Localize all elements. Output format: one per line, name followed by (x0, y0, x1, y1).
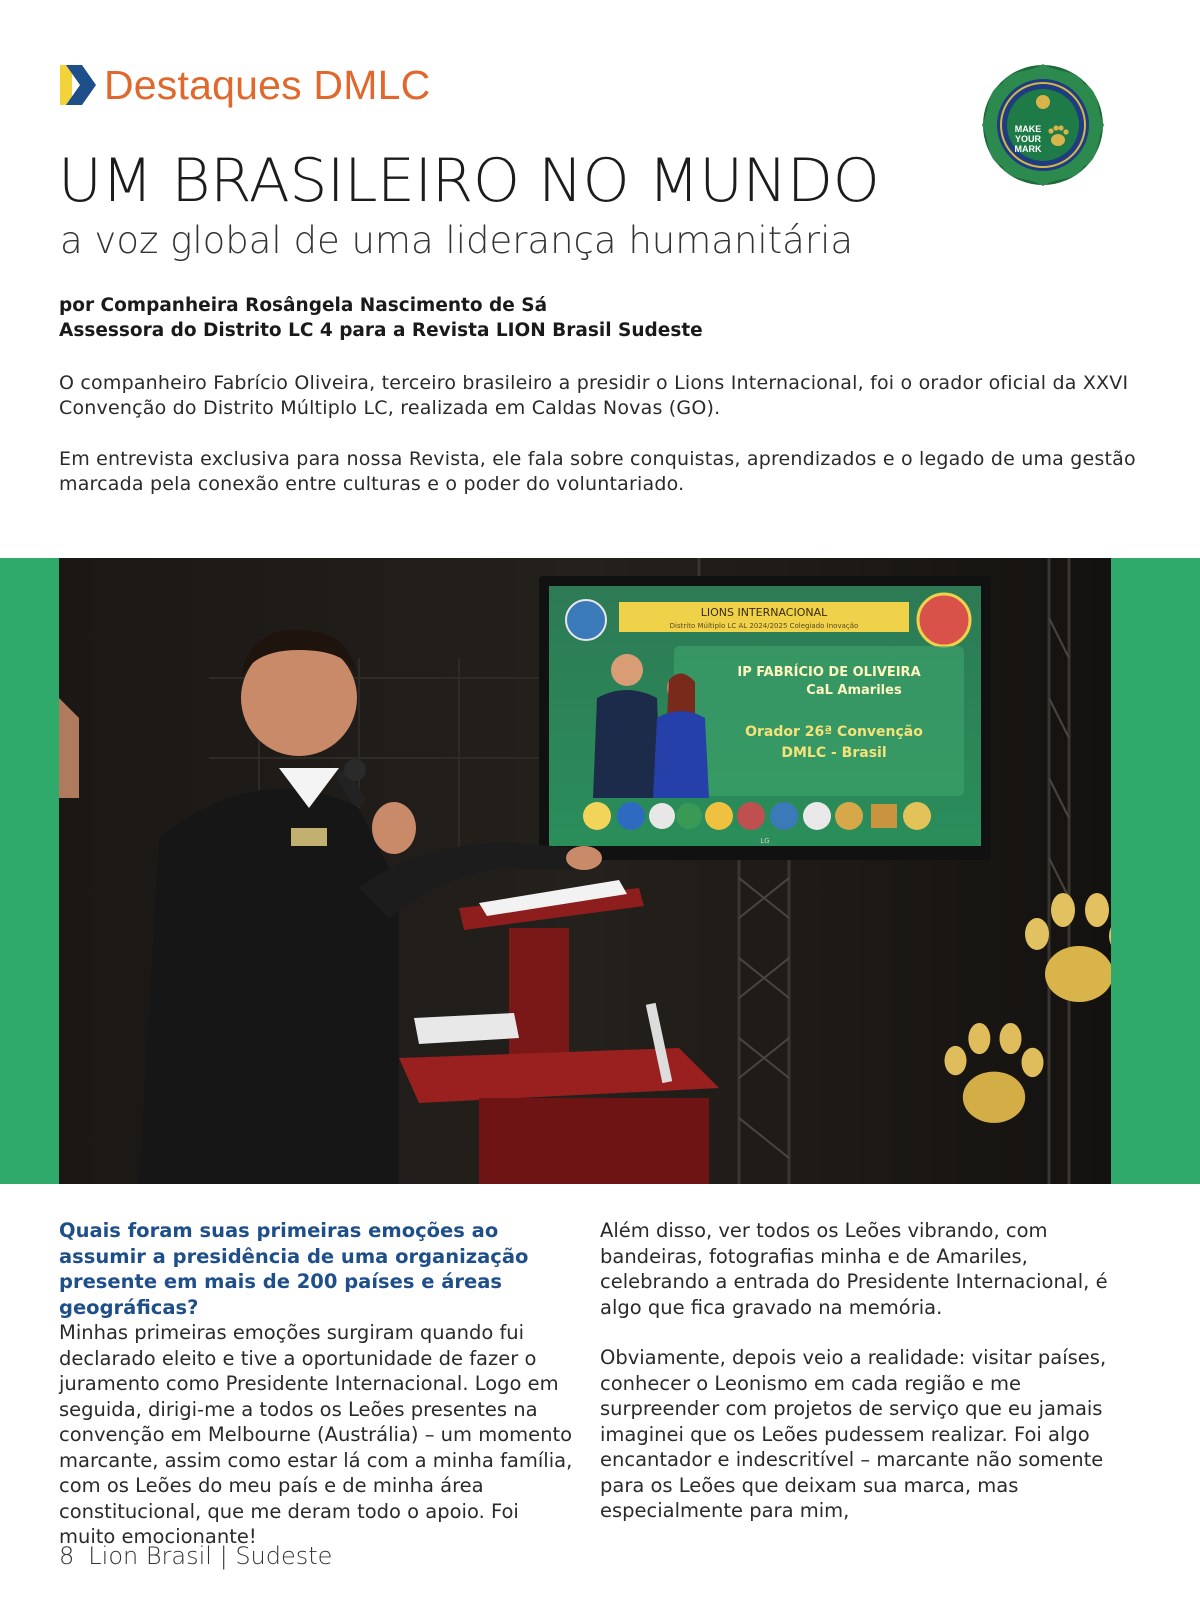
intro-paragraph-1: O companheiro Fabrício Oliveira, terceiro brasileiro a presidir o Lions Internacional, foi o orador oficial da XXVI Convenção do Distrito Múltiplo LC, realizada em Caldas Novas (GO). (59, 372, 1129, 419)
section-label: Destaques DMLC (104, 61, 431, 108)
screen-brand: LG (760, 837, 770, 845)
speaker-photo (59, 558, 1111, 1184)
screen-banner-title: LIONS INTERNACIONAL (700, 606, 828, 619)
body-column-left (59, 1218, 579, 1550)
article-subtitle: a voz global de uma liderança humanitária (60, 219, 854, 262)
byline (59, 293, 703, 343)
byline-author: por Companheira Rosângela Nascimento de Sá (59, 295, 548, 316)
screen-name-2: CaL Amariles (806, 683, 902, 698)
svg-text:MARK: MARK (1014, 144, 1042, 154)
interview-answer: Minhas primeiras emoções surgiram quando fui declarado eleito e tive a oportunidade de fazer o juramento como Presidente Internacional. Logo em seguida, dirigi-me a todos os Leões presentes na convenção em Melbourne (Austrália) – um momento marcante, assim como estar lá com a minha família, com os Leões do meu país e de minha área constitucional, que me deram todo o apoio. Foi muito emocionante! (59, 1321, 573, 1548)
svg-text:YOUR: YOUR (1014, 134, 1042, 144)
screen-role-2: DMLC - Brasil (781, 745, 887, 761)
paw-icon (939, 1018, 1049, 1138)
page-number: 8 (59, 1542, 75, 1570)
right-paragraph-1: Além disso, ver todos os Leões vibrando, com bandeiras, fotografias minha e de Amariles, celebrando a entrada do Presidente Internacional, é algo que fica gravado na memória. (600, 1219, 1108, 1319)
body-column-right (600, 1218, 1120, 1524)
section-tag (58, 62, 430, 108)
byline-role: Assessora do Distrito LC 4 para a Revista LION Brasil Sudeste (59, 320, 703, 341)
screen-role-1: Orador 26ª Convenção (745, 724, 923, 740)
intro-paragraph-2: Em entrevista exclusiva para nossa Revista, ele fala sobre conquistas, aprendizados e o legado de uma gestão marcada pela conexão entre culturas e o poder do voluntariado. (59, 448, 1136, 495)
article-title: UM BRASILEIRO NO MUNDO (58, 146, 880, 216)
make-your-mark-badge (978, 60, 1108, 190)
chevron-right-icon (58, 63, 98, 107)
right-paragraph-2: Obviamente, depois veio a realidade: visitar países, conhecer o Leonismo em cada região e me surpreender com projetos de serviço que eu jamais imaginei que os Leões pudessem realizar. Foi algo encantador e indescritível – marcante não somente para os Leões que deixam sua marca, mas especialmente para mim, (600, 1346, 1107, 1522)
screen-banner-sub: Distrito Múltiplo LC AL 2024/2025 Colegiado Inovação (669, 622, 859, 630)
paw-icon (1019, 888, 1111, 1018)
screen-name-1: IP FABRÍCIO DE OLIVEIRA (737, 665, 921, 680)
interview-question: Quais foram suas primeiras emoções ao assumir a presidência de uma organização presente em mais de 200 países e áreas geográficas? (59, 1219, 529, 1319)
svg-text:MAKE: MAKE (1014, 124, 1042, 134)
publication-name: Lion Brasil | Sudeste (88, 1542, 333, 1570)
page-footer (59, 1542, 332, 1570)
